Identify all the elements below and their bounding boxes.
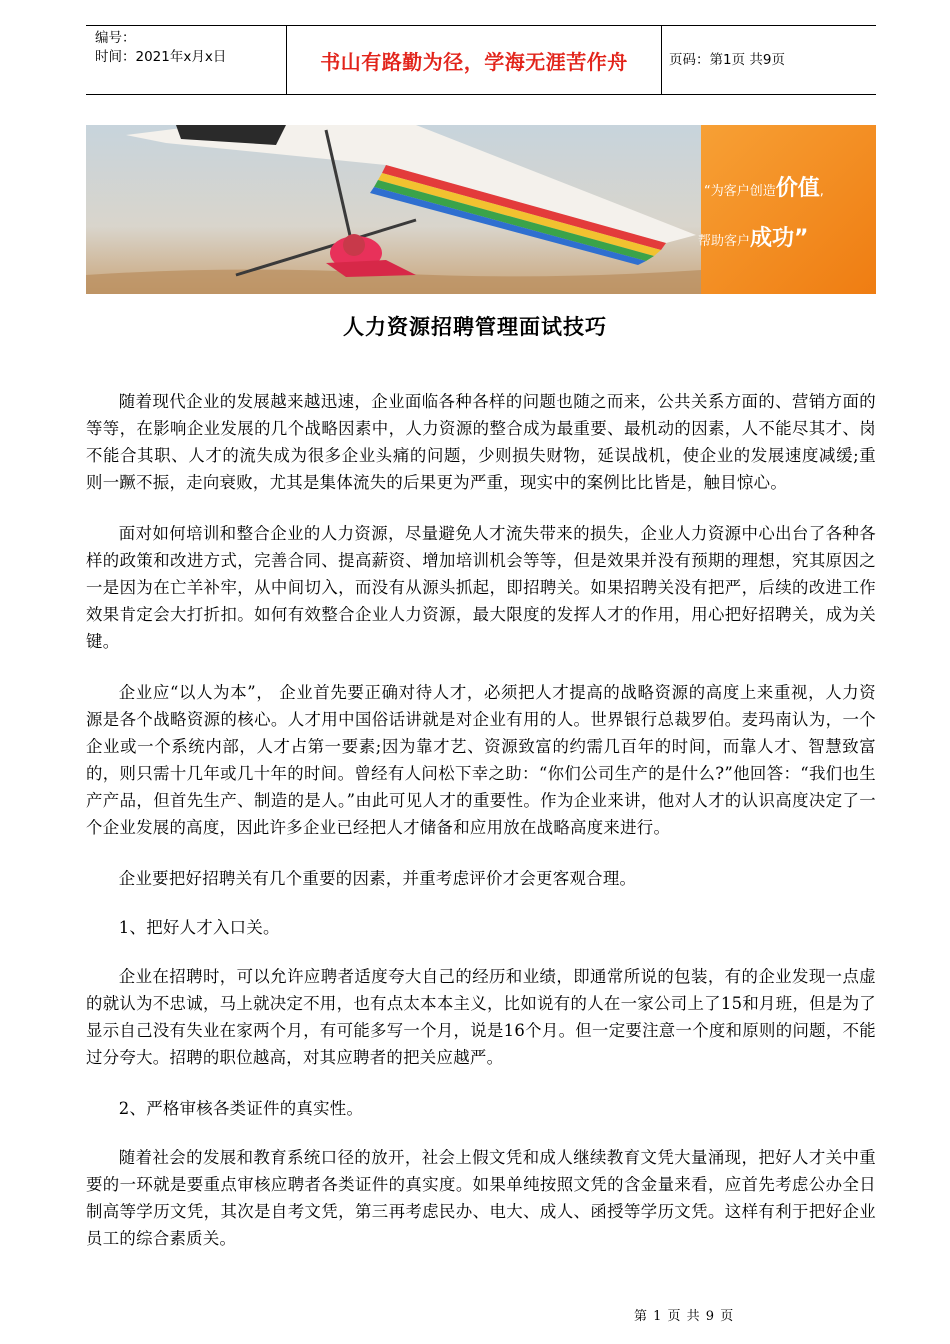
paragraph: 企业要把好招聘关有几个重要的因素，并重考虑评价才会更客观合理。 — [118, 869, 637, 888]
header-page-cell — [669, 26, 869, 94]
pilot-helmet — [343, 234, 365, 256]
paragraph: 随着社会的发展和教育系统口径的放开，社会上假文凭和成人继续教育文凭大量涌现，把好人才关中重要的一环就是要重点审核应聘者各类证件的真实度。如果单纯按照文凭的含金量来看，应首先考虑公办全日制高等学历文凭，其次是自考文凭，第三再考虑民办、电大、成人、函授等学历文凭。这样有利于把好企业员工的综合素质关。 — [86, 1148, 876, 1248]
slogan-line-2-small: 帮助客户 — [698, 234, 751, 249]
page-header — [86, 25, 876, 95]
slogan-line-1-large: 价值 — [775, 176, 820, 201]
paragraph: 企业在招聘时，可以允许应聘者适度夸大自己的经历和业绩，即通常所说的包装，有的企业发现一点虚的就认为不忠诚，马上就决定不用，也有点太本本主义，比如说有的人在一家公司上了15和月班，但是为了显示自己没有失业在家两个月，有可能多写一个月，说是16个月。但一定要注意一个度和原则的问题，不能过分夸大。招聘的职位越高，对其应聘者的把关应越严。 — [86, 967, 876, 1067]
document-title: 人力资源招聘管理面试技巧 — [343, 314, 607, 339]
slogan-panel — [701, 125, 876, 294]
header-meta — [95, 26, 285, 94]
page-footer: 第 1 页 共 9 页 — [634, 1309, 735, 1324]
slogan-line-1: “为客户创造价值, — [704, 176, 824, 201]
slogan-line-2-large: 成功 — [750, 226, 795, 251]
document-body — [86, 388, 876, 1276]
header-motto-cell — [287, 26, 661, 94]
document-time-label: 时间：2021年x月x日 — [95, 49, 227, 65]
slogan-line-2: 帮助客户成功” — [698, 226, 809, 251]
header-divider — [661, 26, 662, 94]
banner-image — [86, 125, 876, 294]
paragraph: 面对如何培训和整合企业的人力资源，尽量避免人才流失带来的损失，企业人力资源中心出台了各种各样的政策和改进方式，完善合同、提高薪资、增加培训机会等等，但是效果并没有预期的理想，究其原因之一是因为在亡羊补牢，从中间切入，而没有从源头抓起，即招聘关。如果招聘关没有把严，后续的改进工作效果肯定会大打折扣。如何有效整合企业人力资源，最大限度的发挥人才的作用，用心把好招聘关，成为关键。 — [86, 524, 876, 651]
document-number-label: 编号： — [95, 30, 136, 46]
header-motto: 书山有路勤为径，学海无涯苦作舟 — [320, 49, 628, 74]
paragraph: 企业应“以人为本”， 企业首先要正确对待人才，必须把人才提高的战略资源的高度上来重视，人力资源是各个战略资源的核心。人才用中国俗话讲就是对企业有用的人。世界银行总裁罗伯。麦玛南认为，一个企业或一个系统内部，人才占第一要素;因为靠才艺、资源致富的约需几百年的时间，而靠人才、智慧致富的，则只需十几年或几十年的时间。曾经有人问松下幸之助：“你们公司生产的是什么?”他回答：“我们也生产产品，但首先生产、制造的是人。”由此可见人才的重要性。作为企业来讲，他对人才的认识高度决定了一个企业发展的高度，因此许多企业已经把人才储备和应用放在战略高度来进行。 — [86, 683, 876, 837]
paragraph: 随着现代企业的发展越来越迅速，企业面临各种各样的问题也随之而来，公共关系方面的、营销方面的等等，在影响企业发展的几个战略因素中，人力资源的整合成为最重要、最机动的因素，人不能尽其才、岗不能合其职、人才的流失成为很多企业头痛的问题，少则损失财物，延误战机，使企业的发展速度减缓;重则一蹶不振，走向衰败，尤其是集体流失的后果更为严重，现实中的案例比比皆是，触目惊心。 — [86, 392, 876, 492]
section-heading: 1、把好人才入口关。 — [118, 918, 280, 937]
slogan-line-1-small: 为客户创造 — [710, 184, 776, 199]
section-heading: 2、严格审核各类证件的真实性。 — [118, 1099, 364, 1118]
header-page-label: 页码：第1页 共9页 — [669, 51, 785, 68]
hang-glider-banner — [86, 125, 876, 294]
